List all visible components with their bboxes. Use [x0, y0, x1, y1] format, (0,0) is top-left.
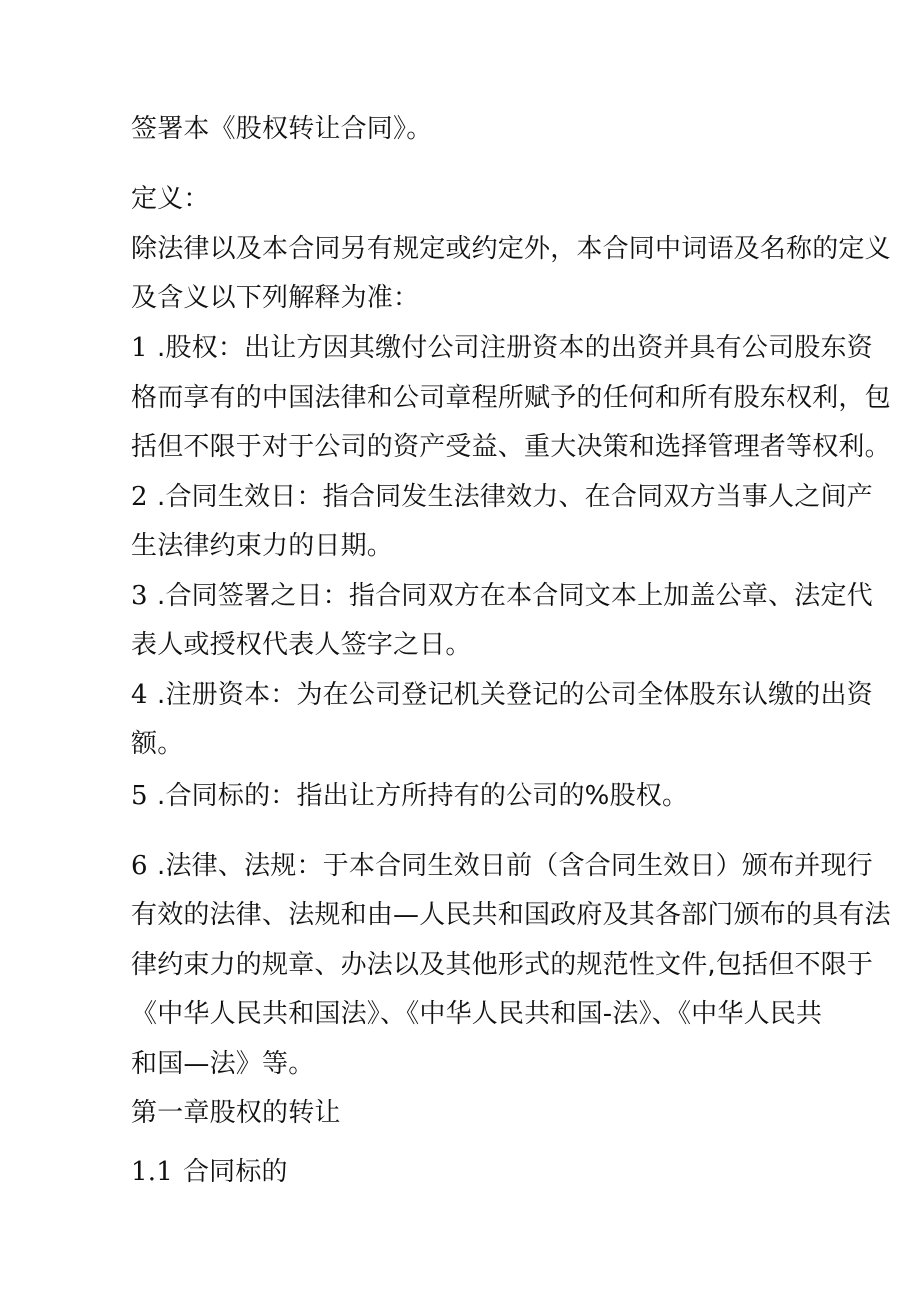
definition-item-1-text: .股权：出让方因其缴付公司注册资本的出资并具有公司股东资: [157, 333, 873, 363]
definition-item-2-number: 2: [131, 482, 148, 512]
section-heading: [131, 1155, 288, 1189]
intro-text: 签署本《股权转让合同》。: [131, 114, 433, 144]
chapter-heading: 第一章股权的转让: [131, 1098, 341, 1128]
definition-item-6-line-1: [131, 849, 873, 883]
definition-item-1-line-3: 括但不限于对于公司的资产受益、重大决策和选择管理者等权利。: [131, 432, 891, 462]
definition-item-2-line-2: 生法律约束力的日期。: [131, 531, 394, 561]
definition-item-4-line-2: 额。: [131, 729, 184, 759]
definition-item-6-line-5: 和国—法》等。: [131, 1049, 315, 1079]
definition-item-3-text: .合同签署之日：指合同双方在本合同文本上加盖公章、法定代: [157, 581, 873, 611]
section-number: 1.1: [131, 1157, 173, 1187]
definition-item-3-number: 3: [131, 581, 148, 611]
definition-item-4-number: 4: [131, 680, 148, 710]
definition-item-1-line-2: 格而享有的中国法律和公司章程所赋予的任何和所有股东权利，包: [131, 383, 891, 413]
definition-item-4-text: .注册资本：为在公司登记机关登记的公司全体股东认缴的出资: [157, 680, 873, 710]
definitions-intro-line-1: 除法律以及本合同另有规定或约定外，本合同中词语及名称的定义: [131, 234, 891, 264]
definition-item-3-line-1: [131, 579, 873, 613]
definition-item-5-number: 5: [131, 781, 148, 811]
section-title: 合同标的: [182, 1157, 288, 1187]
definitions-heading: 定义：: [131, 184, 210, 214]
definitions-intro-line-2: 及含义以下列解释为准：: [131, 283, 420, 313]
definition-item-6-text: .法律、法规：于本合同生效日前（含合同生效日）颁布并现行: [157, 851, 873, 881]
definition-item-5-text: .合同标的：指出让方所持有的公司的%股权。: [157, 781, 689, 811]
definition-item-1-line-1: [131, 331, 873, 365]
definition-item-6-line-3: 律约束力的规章、办法以及其他形式的规范性文件,包括但不限于: [131, 950, 874, 980]
definition-item-4-line-1: [131, 678, 873, 712]
definition-item-6-number: 6: [131, 851, 148, 881]
definition-item-2-text: .合同生效日：指合同发生法律效力、在合同双方当事人之间产: [157, 482, 873, 512]
definition-item-1-number: 1: [131, 333, 148, 363]
definition-item-3-line-2: 表人或授权代表人签字之日。: [131, 630, 472, 660]
definition-item-6-line-2: 有效的法律、法规和由—人民共和国政府及其各部门颁布的具有法: [131, 900, 891, 930]
definition-item-2-line-1: [131, 480, 873, 514]
definition-item-5-line-1: [131, 779, 688, 813]
definition-item-6-line-4: 《中华人民共和国法》、《中华人民共和国-法》、《中华人民共: [131, 999, 823, 1029]
